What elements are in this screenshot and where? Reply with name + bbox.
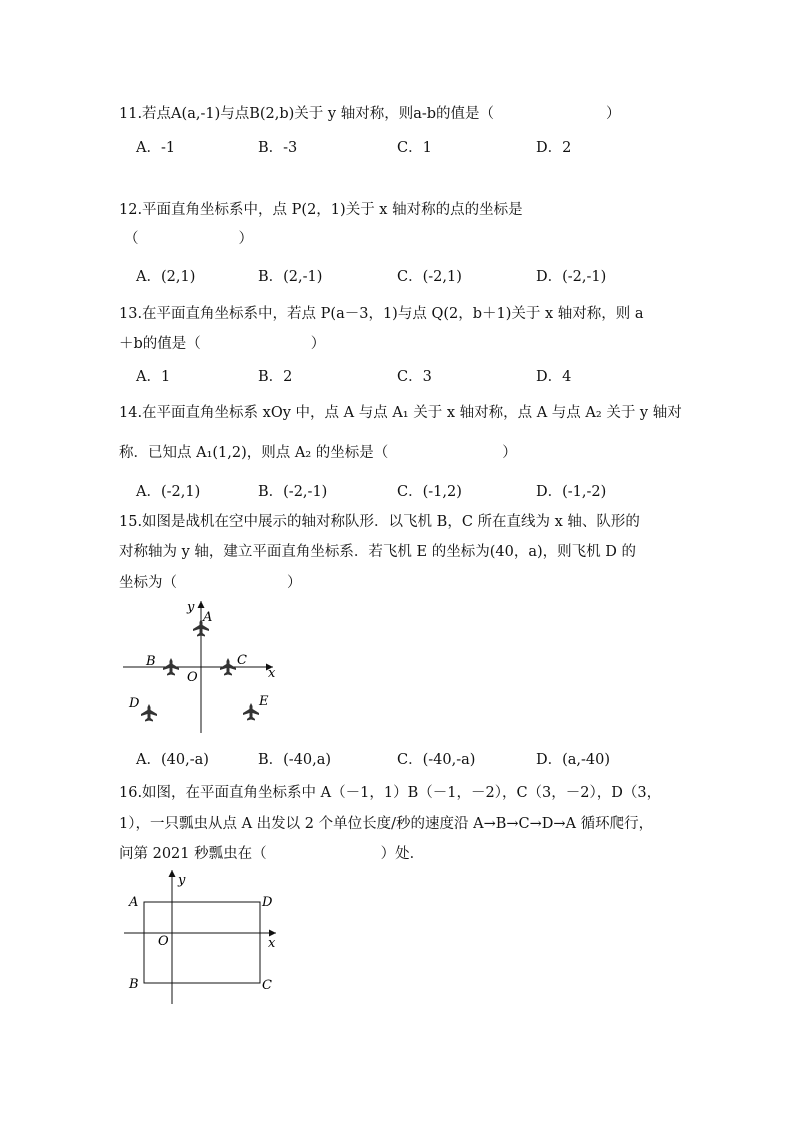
q15-label-b: B bbox=[146, 654, 156, 669]
q13-stem: 13.在平面直角坐标系中，若点 P(a－3，1)与点 Q(2，b＋1)关于 x 轴对称，则 a bbox=[119, 306, 644, 322]
q12-paren: （ ） bbox=[124, 231, 253, 247]
q14-option-c[interactable]: C．(-1,2) bbox=[397, 484, 462, 500]
q16-label-a: A bbox=[129, 895, 139, 910]
q14-line2: 称．已知点 A₁(1,2)，则点 A₂ 的坐标是（ ） bbox=[119, 445, 517, 461]
q15-label-d: D bbox=[129, 696, 140, 711]
q13-option-d[interactable]: D．4 bbox=[536, 369, 572, 385]
q11-option-b[interactable]: B．-3 bbox=[258, 140, 298, 156]
airplane-icon bbox=[220, 658, 236, 676]
q15-line3: 坐标为（ ） bbox=[119, 575, 302, 591]
q13-option-c[interactable]: C．3 bbox=[397, 369, 432, 385]
q15-option-d[interactable]: D．(a,-40) bbox=[536, 752, 611, 768]
airplane-icon bbox=[243, 703, 259, 721]
q15-label-x: x bbox=[268, 666, 276, 681]
q16-stem: 16.如图，在平面直角坐标系中 A（－1，1）B（－1，－2），C（3，－2），D（3， bbox=[119, 785, 662, 801]
q13-line2: ＋b的值是（ ） bbox=[119, 336, 326, 352]
q16-label-x: x bbox=[268, 936, 276, 951]
q16-label-b: B bbox=[129, 977, 139, 992]
q16-y-arrow bbox=[169, 870, 176, 877]
q16-line2: 1），一只瓢虫从点 A 出发以 2 个单位长度/秒的速度沿 A→B→C→D→A 循环爬行， bbox=[119, 816, 654, 832]
q12-stem: 12.平面直角坐标系中，点 P(2，1)关于 x 轴对称的点的坐标是 bbox=[119, 202, 523, 218]
q16-label-y: y bbox=[178, 873, 186, 888]
q15-option-a[interactable]: A．(40,-a) bbox=[136, 752, 209, 768]
q15-line2: 对称轴为 y 轴，建立平面直角坐标系．若飞机 E 的坐标为(40，a)，则飞机 D 的 bbox=[119, 544, 636, 560]
q14-stem: 14.在平面直角坐标系 xOy 中，点 A 与点 A₁ 关于 x 轴对称，点 A 与点 A₂ 关于 y 轴对 bbox=[119, 405, 682, 421]
q12-option-c[interactable]: C．(-2,1) bbox=[397, 269, 462, 285]
q15-label-c: C bbox=[237, 653, 247, 668]
q16-figure bbox=[118, 866, 288, 1006]
q13-option-b[interactable]: B．2 bbox=[258, 369, 293, 385]
q12-option-b[interactable]: B．(2,-1) bbox=[258, 269, 323, 285]
q15-option-b[interactable]: B．(-40,a) bbox=[258, 752, 332, 768]
q15-figure bbox=[115, 595, 295, 740]
q14-option-a[interactable]: A．(-2,1) bbox=[136, 484, 201, 500]
q16-label-d: D bbox=[262, 895, 273, 910]
q12-option-d[interactable]: D．(-2,-1) bbox=[536, 269, 607, 285]
q16-label-o: O bbox=[158, 934, 169, 949]
q11-stem: 11.若点A(a,-1)与点B(2,b)关于 y 轴对称，则a-b的值是（ ） bbox=[119, 106, 621, 122]
q16-label-c: C bbox=[262, 978, 272, 993]
q16-line3: 问第 2021 秒瓢虫在（ ）处． bbox=[119, 846, 425, 862]
q11-option-a[interactable]: A．-1 bbox=[136, 140, 176, 156]
q15-stem: 15.如图是战机在空中展示的轴对称队形．以飞机 B，C 所在直线为 x 轴、队形的 bbox=[119, 514, 640, 530]
q11-option-d[interactable]: D．2 bbox=[536, 140, 572, 156]
q15-option-c[interactable]: C．(-40,-a) bbox=[397, 752, 476, 768]
q14-option-b[interactable]: B．(-2,-1) bbox=[258, 484, 328, 500]
airplane-icon bbox=[163, 658, 179, 676]
q11-option-c[interactable]: C．1 bbox=[397, 140, 432, 156]
q15-label-o: O bbox=[187, 670, 198, 685]
q15-y-arrow bbox=[198, 601, 205, 608]
q15-label-y: y bbox=[187, 600, 195, 615]
airplane-icon bbox=[141, 704, 157, 722]
q13-option-a[interactable]: A．1 bbox=[136, 369, 171, 385]
q15-label-a: A bbox=[203, 610, 213, 625]
q14-option-d[interactable]: D．(-1,-2) bbox=[536, 484, 607, 500]
q12-option-a[interactable]: A．(2,1) bbox=[136, 269, 196, 285]
q15-label-e: E bbox=[259, 694, 269, 709]
